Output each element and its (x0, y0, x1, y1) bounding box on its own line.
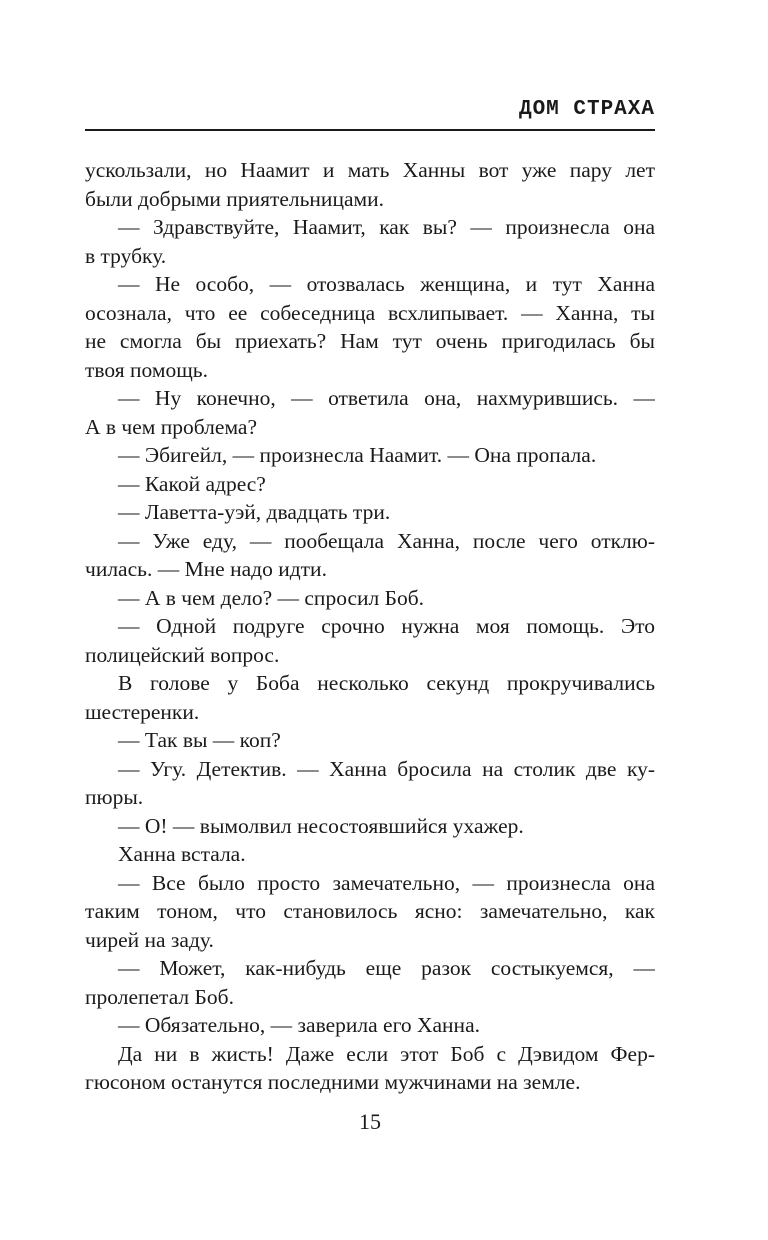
page-number: 15 (359, 1108, 381, 1134)
text-line: Ханна встала. (118, 842, 246, 866)
text-line: — Здравствуйте, Наамит, как вы? — произнесла она (118, 215, 655, 239)
text-line: шестеренки. (85, 699, 200, 724)
running-title: ДОМ СТРАХА (518, 98, 655, 121)
text-line: — А в чем дело? — спросил Боб. (118, 585, 425, 610)
text-line: чилась. — Мне надо идти. (85, 557, 327, 581)
text-line: — Не особо, — отозвалась женщина, и тут Ханна (118, 272, 655, 296)
text-line: Да ни в жисть! Даже если этот Боб с Дэвидом Фер- (118, 1041, 655, 1066)
page-footer (85, 1107, 655, 1136)
text-line: В голове у Боба несколько секунд прокручивались (118, 671, 655, 695)
text-line: — Все было просто замечательно, — произнесла она (118, 870, 655, 895)
text-line: не смогла бы приехать? Нам тут очень пригодилась бы (85, 329, 655, 353)
text-line: — Так вы — коп? (118, 728, 281, 752)
text-line: — Ну конечно, — ответила она, нахмурившись. — (118, 386, 655, 410)
text-line: — Какой адрес? (118, 471, 266, 496)
text-line: таким тоном, что становилось ясно: замечательно, как (85, 899, 655, 923)
text-line: были добрыми приятельницами. (85, 186, 384, 211)
text-line: осознала, что ее собеседница всхлипывает. — Ханна, ты (85, 300, 655, 325)
text-line: А в чем проблема? (85, 414, 257, 439)
text-line: — Угу. Детектив. — Ханна бросила на столик две ку- (118, 756, 655, 781)
text-line: чирей на заду. (85, 927, 214, 952)
page-header (85, 98, 655, 131)
text-line: — Обязательно, — заверила его Ханна. (118, 1013, 480, 1037)
text-line: — Может, как-нибудь еще разок состыкуемся, — (118, 956, 655, 980)
body-text (85, 156, 655, 1097)
text-line: полицейский вопрос. (85, 642, 280, 667)
text-line: — Эбигейл, — произнесла Наамит. — Она пропала. (118, 443, 597, 467)
text-line: пюры. (85, 785, 144, 809)
text-line: твоя помощь. (85, 357, 208, 382)
text-lines (85, 156, 655, 1097)
text-line: ускользали, но Наамит и мать Ханны вот уже пару лет (85, 158, 655, 182)
text-line: — Лаветта-уэй, двадцать три. (118, 500, 391, 524)
text-line: — Одной подруге срочно нужна моя помощь. Это (118, 614, 655, 638)
text-line: в трубку. (85, 243, 167, 268)
text-line: — О! — вымолвил несостоявшийся ухажер. (118, 813, 524, 838)
text-line: пролепетал Боб. (85, 984, 234, 1009)
text-line: гюсоном останутся последними мужчинами на земле. (85, 1070, 581, 1094)
text-line: — Уже еду, — пообещала Ханна, после чего отклю- (118, 528, 655, 553)
